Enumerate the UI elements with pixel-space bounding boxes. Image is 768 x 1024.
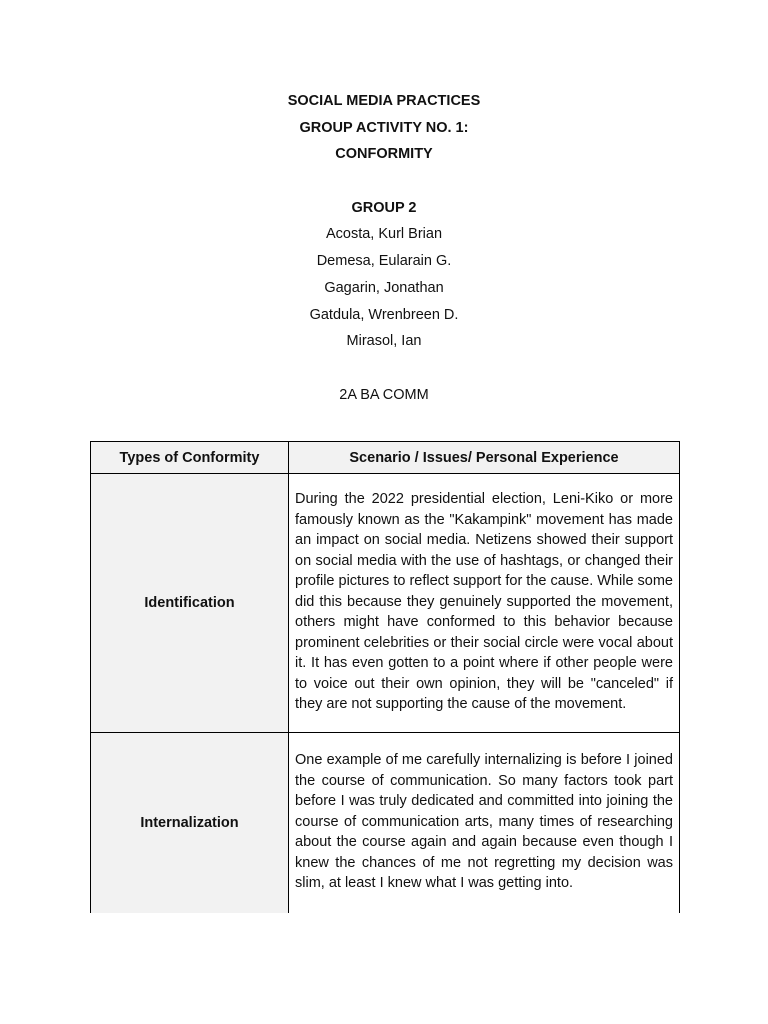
member-name: Demesa, Eularain G. — [316, 253, 452, 270]
member-name: Gatdula, Wrenbreen D. — [309, 306, 459, 323]
member-name: Gagarin, Jonathan — [324, 279, 444, 296]
column-header-scenario: Scenario / Issues/ Personal Experience — [289, 442, 680, 474]
conformity-table — [90, 441, 680, 913]
group-label: GROUP 2 — [351, 199, 417, 216]
title-line-3: CONFORMITY — [335, 146, 433, 163]
section-label: 2A BA COMM — [339, 386, 429, 403]
document-header — [0, 88, 768, 408]
table-row — [91, 474, 680, 733]
column-header-type: Types of Conformity — [91, 442, 289, 474]
scenario-cell: One example of me carefully internalizing is before I joined the course of communication. So many factors took part before I was truly dedicated and committed into joining the course of communication arts, many times of researching about the course again and again because even though I knew the chances of me not regretting my decision was slim, at least I knew what I was getting into. — [289, 733, 680, 914]
member-name: Acosta, Kurl Brian — [325, 226, 443, 243]
conformity-type-cell: Identification — [91, 474, 289, 733]
scenario-cell: During the 2022 presidential election, Leni-Kiko or more famously known as the "Kakampink" movement has made an impact on social media. Netizens showed their support on social media with the use of hashtags, or changed their profile pictures to reflect support for the cause. While some did this because they genuinely supported the movement, others might have conformed to this behavior because prominent celebrities or their social circle were vocal about it. It has even gotten to a point where if other people were to voice out their own opinion, they will be "canceled" if they are not supporting the cause of the movement. — [289, 474, 680, 733]
title-line-1: SOCIAL MEDIA PRACTICES — [287, 93, 481, 109]
table-header-row — [91, 442, 680, 474]
title-line-2: GROUP ACTIVITY NO. 1: — [299, 119, 469, 136]
conformity-type-cell: Internalization — [91, 733, 289, 914]
table-row — [91, 733, 680, 914]
member-name: Mirasol, Ian — [346, 333, 422, 350]
